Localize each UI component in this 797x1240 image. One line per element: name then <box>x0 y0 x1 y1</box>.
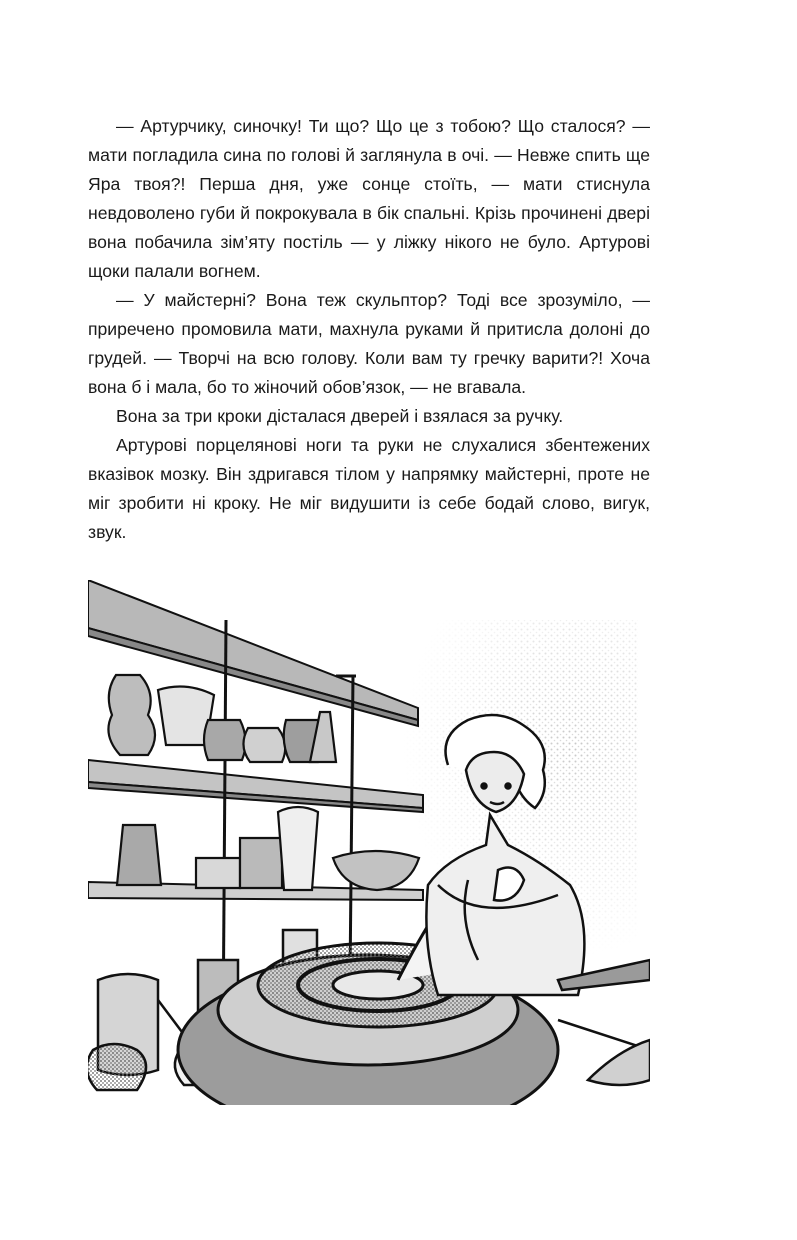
body-text <box>88 112 650 547</box>
paragraph: — У майстерні? Вона теж скульптор? Тоді все зрозуміло, — приречено промовила мати, махнула руками й притисла долоні до грудей. — Творчі на всю голову. Коли вам ту гречку варити?! Хоча вона б і мала, бо то жіночий обов’язок, — не вгавала. <box>88 290 650 397</box>
paragraph: — Артурчику, синочку! Ти що? Що це з тобою? Що сталося? — мати погладила сина по голові й заглянула в очі. — Невже спить ще Яра твоя?! Перша дня, уже сонце стоїть, — мати стиснула невдоволено губи й покрокувала в бік спальні. Крізь прочинені двері вона побачила зім’яту постіль — у ліжку нікого не було. Артурові щоки палали вогнем. <box>88 116 650 281</box>
pottery-illustration <box>88 580 650 1105</box>
paragraph: Вона за три кроки дісталася дверей і взялася за ручку. <box>116 406 564 426</box>
tools <box>558 960 650 1085</box>
paragraph: Артурові порцелянові ноги та руки не слухалися збентежених вказівок мозку. Він здригався тілом у напрямку майстерні, проте не міг зробити ні кроку. Не міг видушити із себе бодай слово, вигук, звук. <box>88 435 650 542</box>
